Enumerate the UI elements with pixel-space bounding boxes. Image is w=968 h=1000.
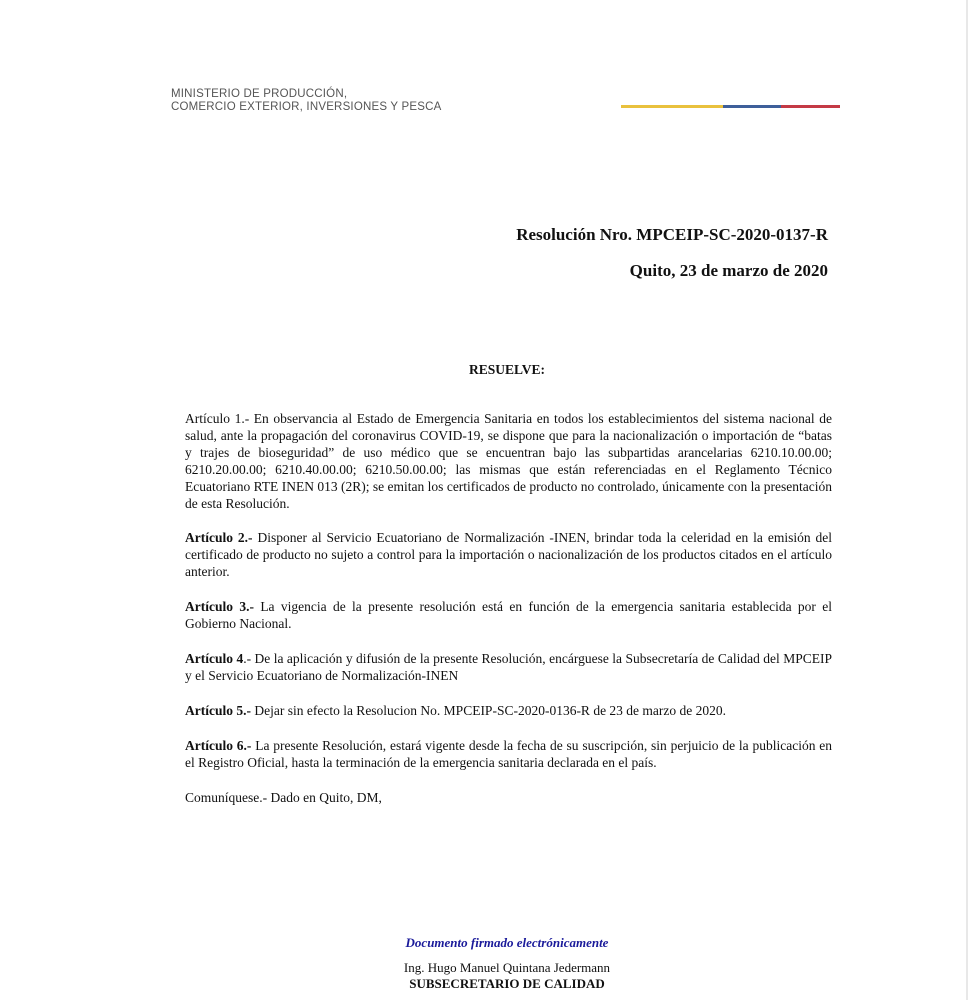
article-2-text: Disponer al Servicio Ecuatoriano de Normalización -INEN, brindar toda la celeridad en la emisión del certificado de producto no sujeto a control para la importación o nacionalización de los productos citados en el artículo anterior. [185,530,832,579]
resolution-date: Quito, 23 de marzo de 2020 [629,261,828,280]
flag-color-bar [621,105,840,108]
article-4-text: .- De la aplicación y difusión de la presente Resolución, encárguese la Subsecretaría de Calidad del MPCEIP y el Servicio Ecuatoriano de Normalización-INEN [185,651,832,683]
article-4 [185,650,832,684]
ministry-logo-text [171,88,441,114]
article-4-label: Artículo 4 [185,651,244,666]
ministry-line-2: COMERCIO EXTERIOR, INVERSIONES Y PESCA [171,101,442,113]
resolution-number: Resolución Nro. MPCEIP-SC-2020-0137-R [516,225,828,244]
flag-red-segment [781,105,840,108]
article-1-text: Artículo 1.- En observancia al Estado de Emergencia Sanitaria en todos los establecimientos del sistema nacional de salud, ante la propagación del coronavirus COVID-19, se dispone que para la nacionalización o importación de “batas y trajes de bioseguridad” de uso médico que se encuentran bajo las subpartidas arancelarias 6210.10.00.00; 6210.20.00.00; 6210.40.00.00; 6210.50.00.00; las mismas que están referenciadas en el Reglamento Técnico Ecuatoriano RTE INEN 013 (2R); se emitan los certificados de producto no controlado, únicamente con la presentación de esta Resolución. [185,411,832,511]
article-5-label: Artículo 5.- [185,703,251,718]
article-6 [185,737,832,771]
article-5 [185,702,832,719]
electronic-signature-note: Documento firmado electrónicamente [405,935,609,950]
article-2-label: Artículo 2.- [185,530,253,545]
signer-title: SUBSECRETARIO DE CALIDAD [409,976,605,991]
document-body [185,410,832,824]
flag-yellow-segment [621,105,723,108]
article-6-text: La presente Resolución, estará vigente desde la fecha de su suscripción, sin perjuicio de la publicación en el Registro Oficial, hasta la terminación de la emergencia sanitaria declarada en el país. [185,738,832,770]
article-3 [185,598,832,632]
flag-blue-segment [723,105,781,108]
article-3-text: La vigencia de la presente resolución está en función de la emergencia sanitaria establecida por el Gobierno Nacional. [185,599,833,631]
signer-name: Ing. Hugo Manuel Quintana Jedermann [403,960,611,975]
article-2 [185,529,832,580]
article-1 [185,410,832,512]
article-6-label: Artículo 6.- [185,738,252,753]
ministry-line-1: MINISTERIO DE PRODUCCIÓN, [171,88,348,100]
article-3-label: Artículo 3.- [185,599,254,614]
resuelve-heading: RESUELVE: [468,362,546,377]
article-5-text: Dejar sin efecto la Resolucion No. MPCEIP-SC-2020-0136-R de 23 de marzo de 2020. [250,703,727,718]
closing-text: Comuníquese.- Dado en Quito, DM, [185,790,382,805]
